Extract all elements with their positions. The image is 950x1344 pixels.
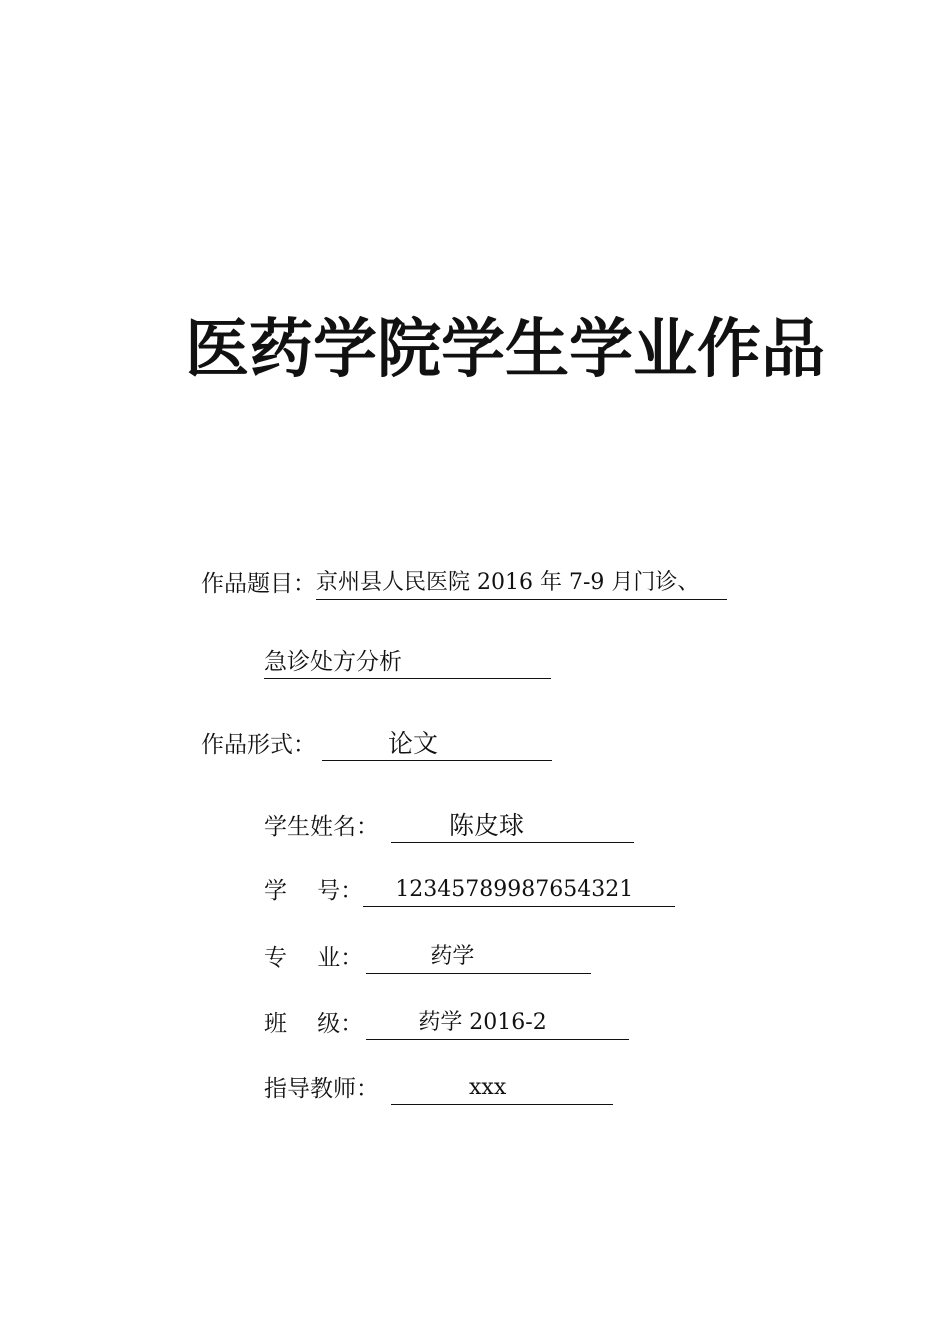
topic-text-line1: 京州县人民医院 2016 年 7-9 月门诊、 [316, 570, 700, 595]
topic-value-line2 [264, 648, 551, 679]
student-name-line [391, 812, 634, 843]
student-id-label: 学 号： [264, 878, 364, 904]
advisor-line [391, 1074, 613, 1105]
form-label: 作品形式： [201, 732, 316, 758]
student-id-value: 12345789987654321 [395, 877, 634, 902]
advisor-row [264, 1074, 613, 1105]
student-name-value: 陈皮球 [449, 811, 525, 840]
student-id-row [264, 876, 675, 907]
class-row [264, 1009, 629, 1040]
major-line [366, 943, 591, 974]
topic-row [201, 569, 727, 600]
major-value: 药学 [430, 944, 475, 969]
student-name-label: 学生姓名： [264, 814, 379, 840]
student-name-row [264, 812, 634, 843]
topic-text-line2: 急诊处方分析 [264, 649, 402, 675]
class-line [366, 1009, 629, 1040]
topic-row-continued [264, 648, 551, 679]
document-title: 医药学院学生学业作品 [185, 313, 825, 387]
topic-label: 作品题目： [201, 571, 316, 597]
advisor-label: 指导教师： [264, 1076, 379, 1102]
major-label: 专 业： [264, 945, 364, 971]
topic-value-line1 [316, 569, 727, 600]
advisor-value: xxx [469, 1075, 507, 1100]
class-value: 药学 2016-2 [418, 1010, 547, 1035]
class-label: 班 级： [264, 1011, 364, 1037]
student-id-line [363, 876, 675, 907]
form-value-line [322, 730, 552, 761]
form-value: 论文 [388, 729, 439, 758]
form-row [201, 730, 552, 761]
major-row [264, 943, 591, 974]
